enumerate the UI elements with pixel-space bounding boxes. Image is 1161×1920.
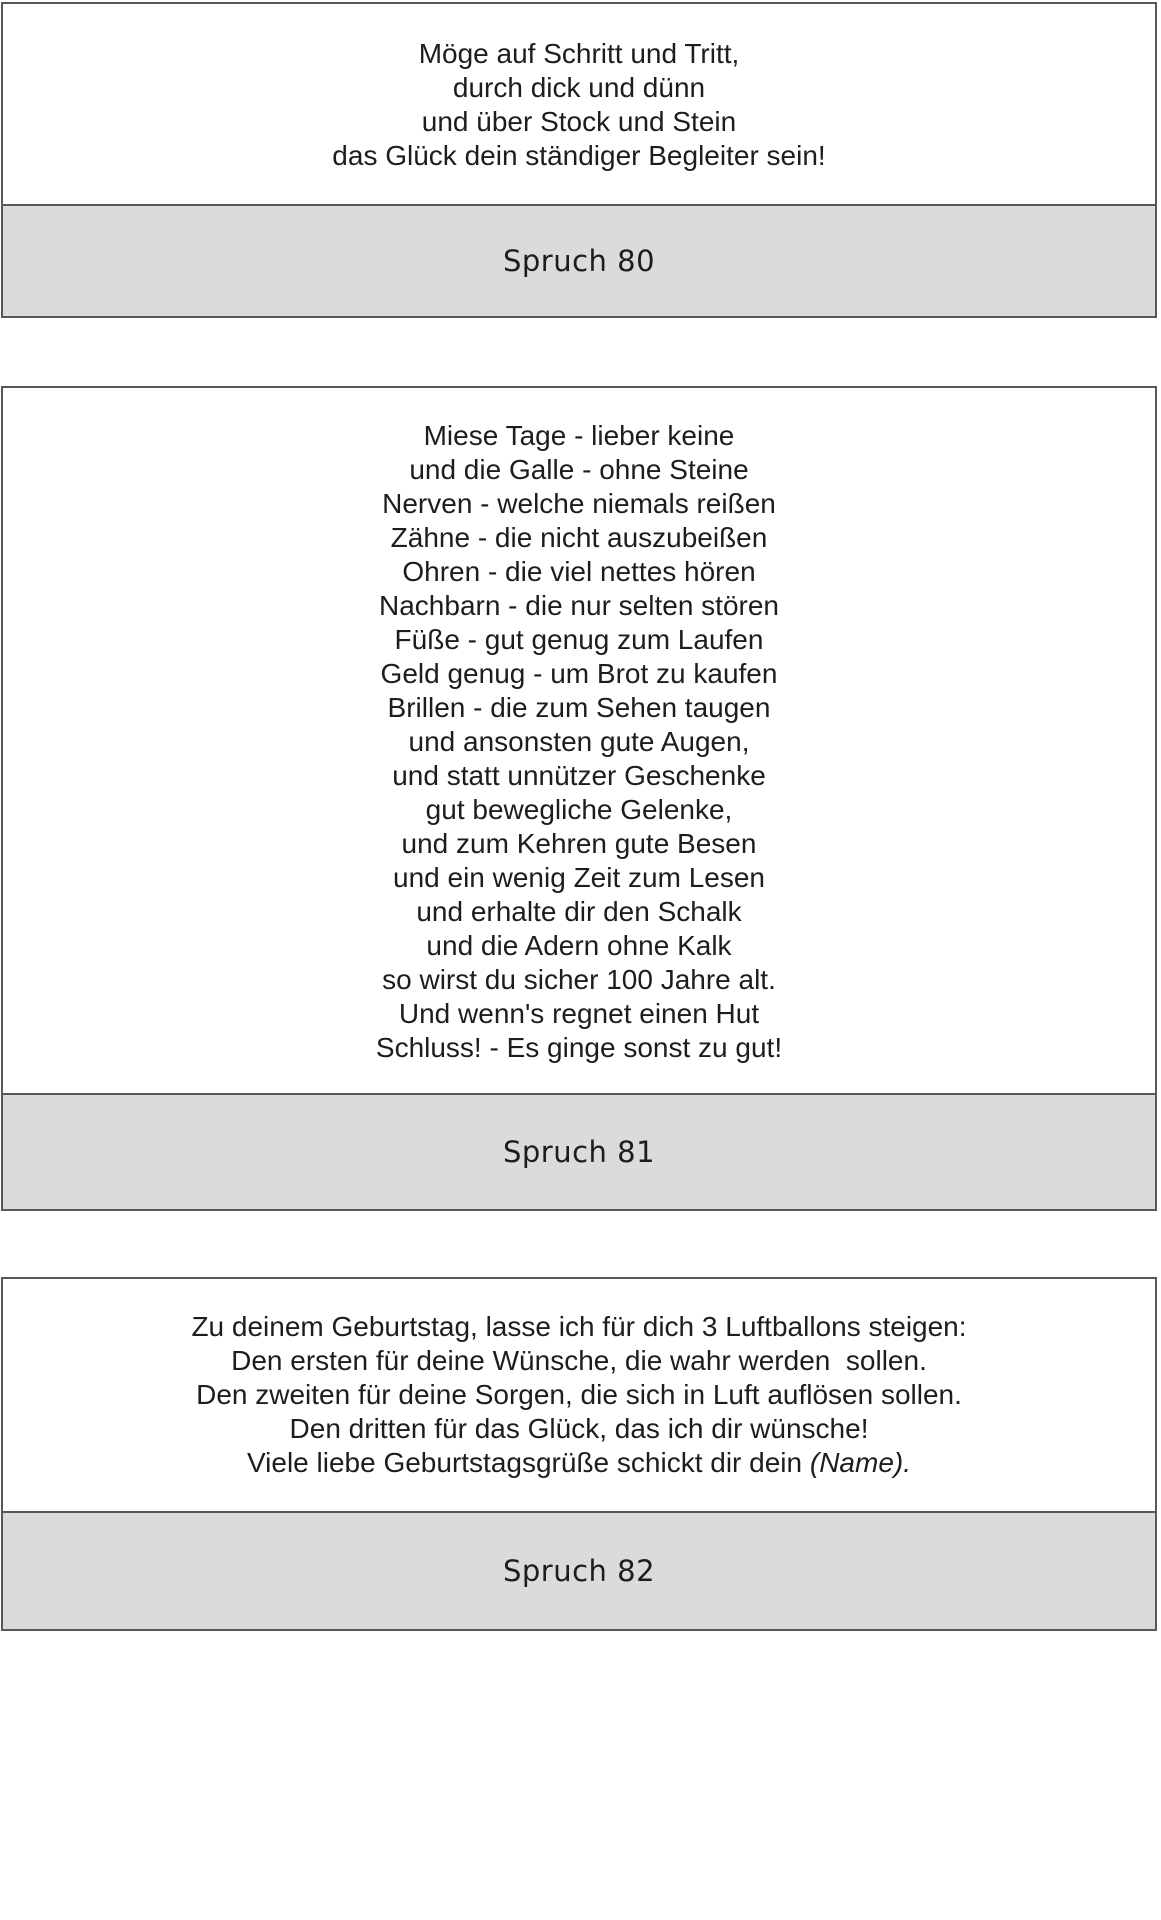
spruch-card-80 [1,2,1157,318]
verse-line: Miese Tage - lieber keine [423,420,735,451]
caption-label: Spruch 81 [502,1135,656,1169]
verse-line: Nachbarn - die nur selten stören [379,590,779,621]
verse-line: Füße - gut genug zum Laufen [394,624,764,655]
verse-line: und ein wenig Zeit zum Lesen [393,862,765,893]
spruch-card-82 [1,1277,1157,1631]
caption-label: Spruch 80 [502,244,656,278]
verse-text-82 [3,1279,1155,1511]
verse-line: und zum Kehren gute Besen [401,828,757,859]
spruch-card-81 [1,386,1157,1211]
verse-line: Den dritten für das Glück, das ich dir wünsche! [289,1413,869,1444]
verse-line: und über Stock und Stein [421,106,737,137]
verse-line: Schluss! - Es ginge sonst zu gut! [375,1032,783,1063]
verse-line: Zähne - die nicht auszubeißen [390,522,768,553]
verse-line: Den ersten für deine Wünsche, die wahr werden sollen. [231,1345,927,1376]
verse-line: und die Galle - ohne Steine [409,454,749,485]
verse-line: und statt unnützer Geschenke [392,760,766,791]
verse-text-80 [3,4,1155,204]
verse-line: Brillen - die zum Sehen taugen [387,692,771,723]
verse-line: durch dick und dünn [452,72,706,103]
caption-bar-82 [3,1511,1155,1629]
verse-line: das Glück dein ständiger Begleiter sein! [332,140,826,171]
verse-line: gut bewegliche Gelenke, [425,794,733,825]
verse-line: Möge auf Schritt und Tritt, [418,38,740,69]
verse-line: Nerven - welche niemals reißen [382,488,776,519]
verse-line: Zu deinem Geburtstag, lasse ich für dich 3 Luftballons steigen: [191,1311,967,1342]
verse-line: Viele liebe Geburtstagsgrüße schickt dir dein (Name). [246,1447,911,1478]
verse-line: Ohren - die viel nettes hören [402,556,756,587]
verse-line: Geld genug - um Brot zu kaufen [380,658,778,689]
caption-bar-80 [3,204,1155,316]
verse-text-81 [3,388,1155,1093]
verse-line: und erhalte dir den Schalk [416,896,742,927]
caption-bar-81 [3,1093,1155,1209]
caption-label: Spruch 82 [502,1554,656,1588]
verse-line: und die Adern ohne Kalk [426,930,732,961]
verse-line: Und wenn's regnet einen Hut [398,998,760,1029]
verse-line: und ansonsten gute Augen, [408,726,750,757]
verse-line: so wirst du sicher 100 Jahre alt. [382,964,776,995]
verse-line: Den zweiten für deine Sorgen, die sich in Luft auflösen sollen. [196,1379,962,1410]
